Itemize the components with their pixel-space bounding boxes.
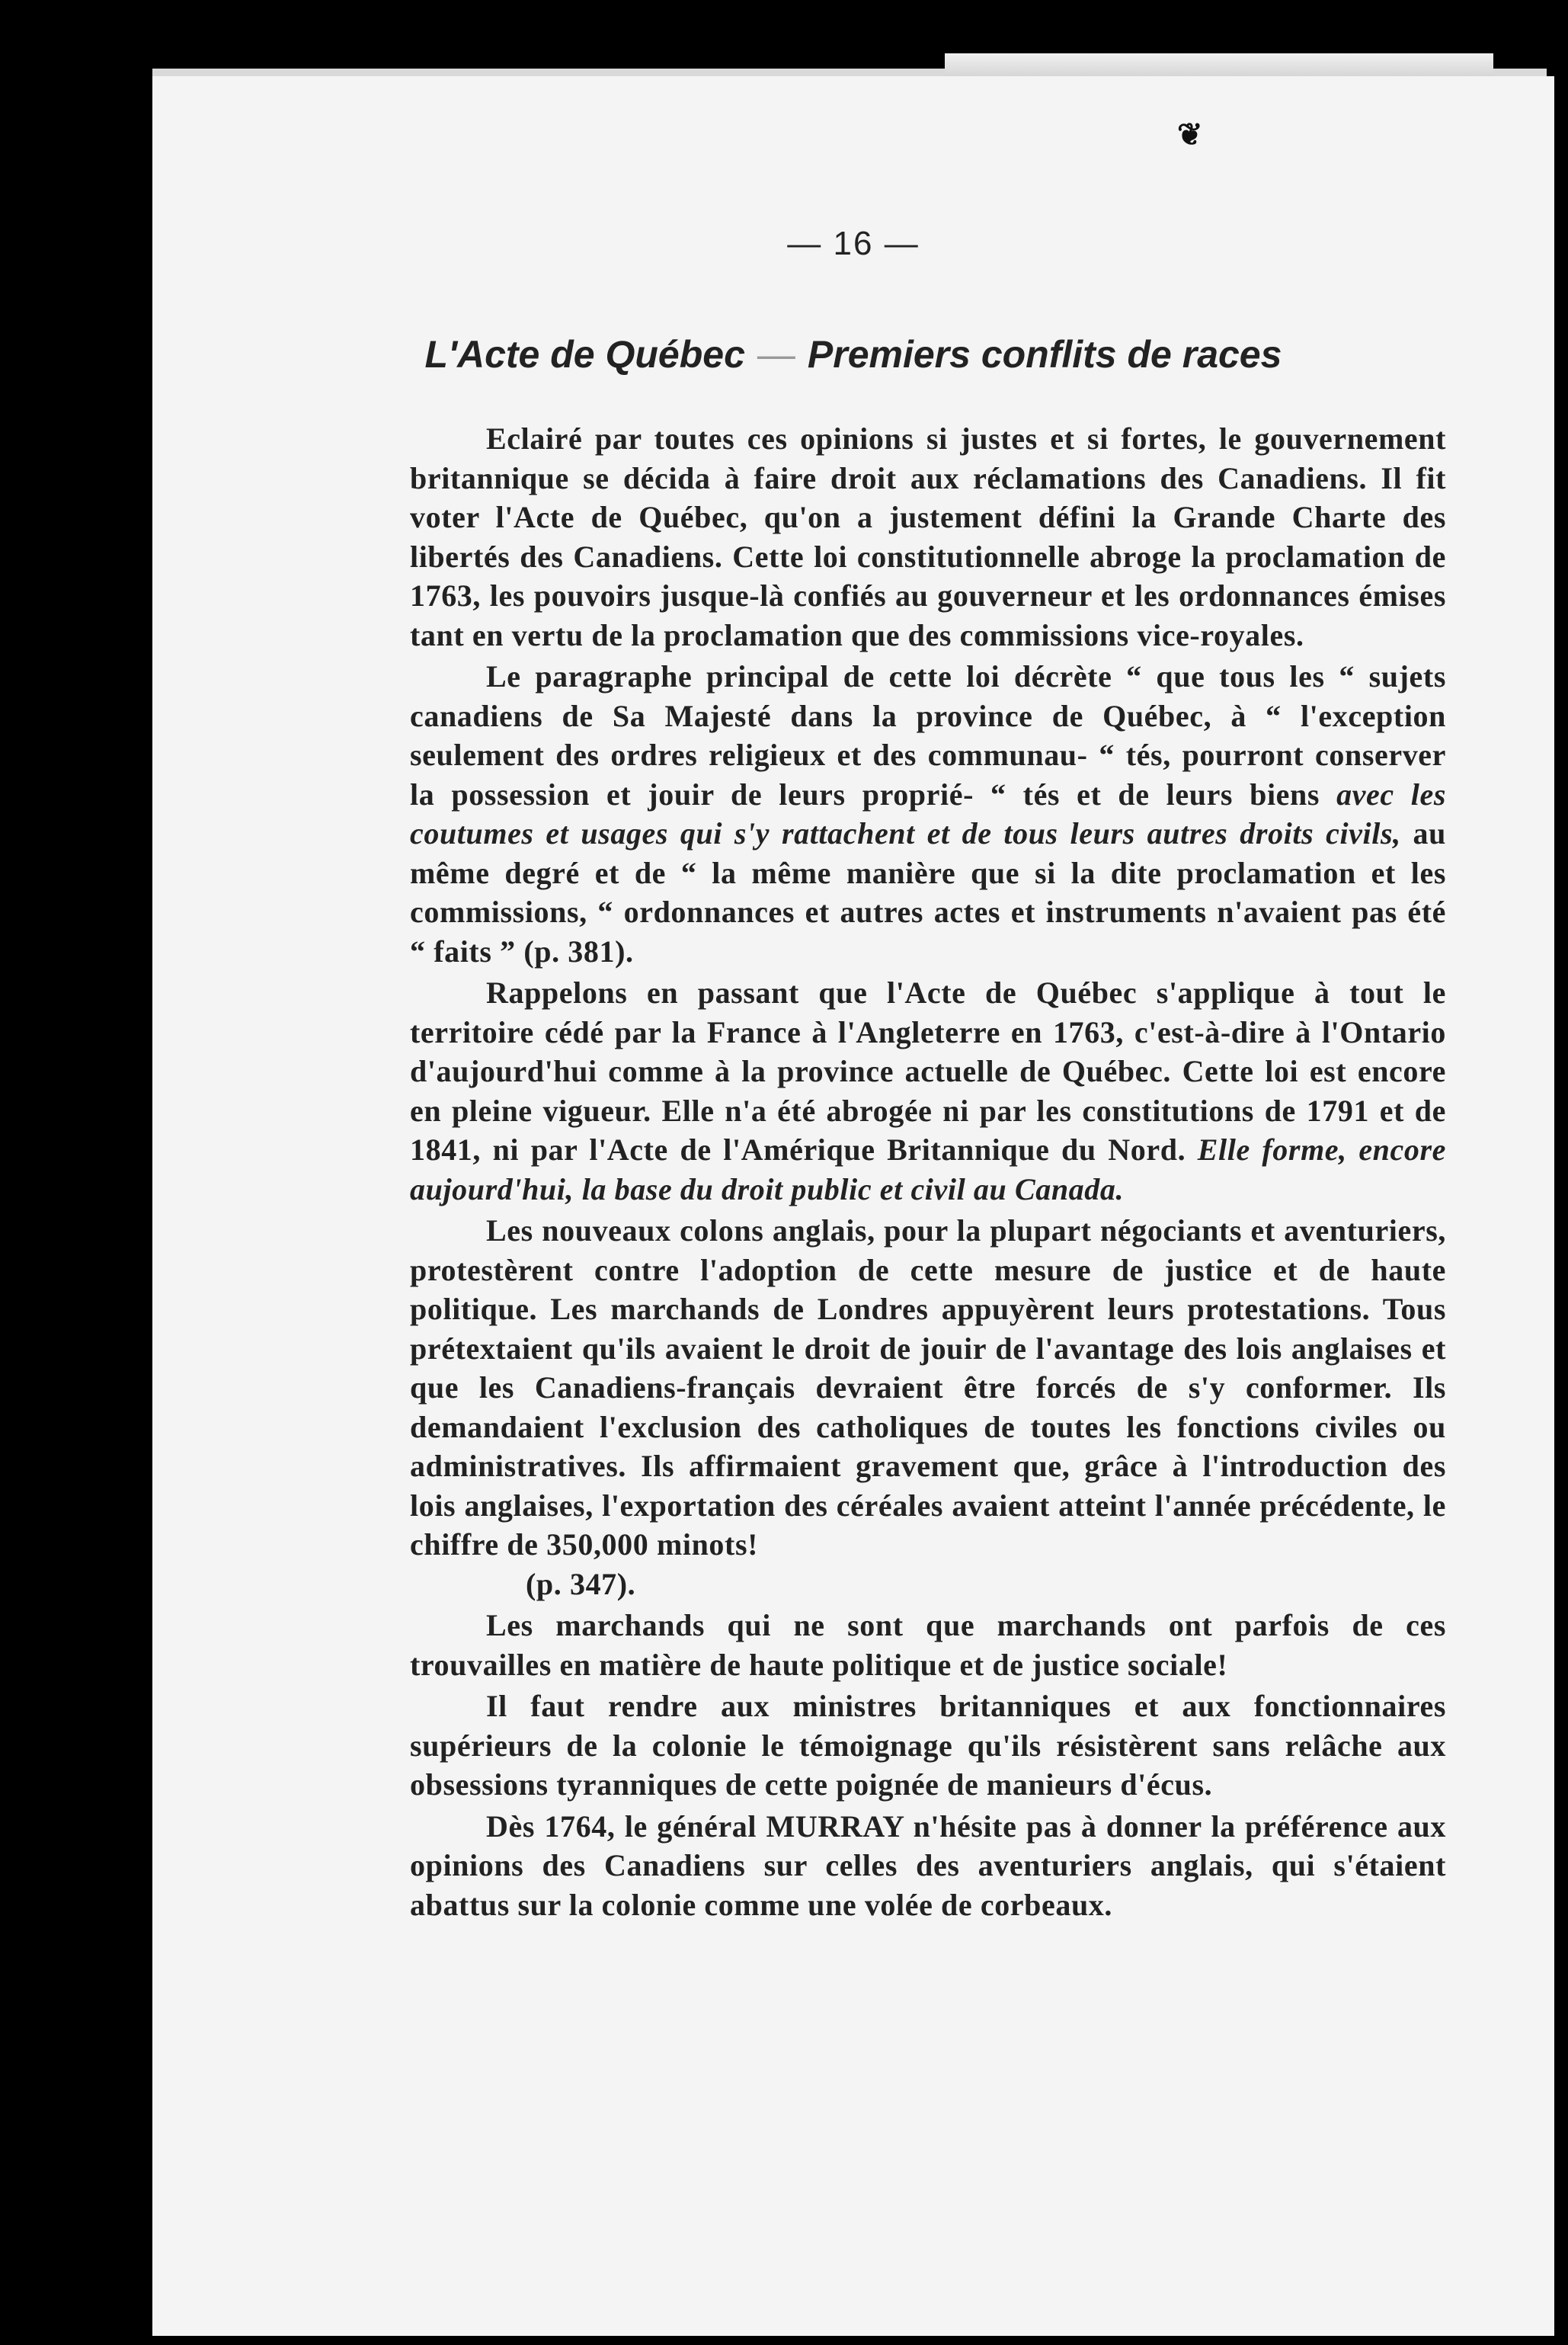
page-number: — 16 —	[787, 225, 920, 262]
heading-separator: —	[757, 333, 795, 376]
paragraph-5: Les marchands qui ne sont que marchands ont parfois de ces trouvailles en matière de haute politique et de justice sociale!	[410, 1608, 1446, 1682]
body-text	[410, 419, 1446, 1927]
paragraph-7-name: MURRAY	[766, 1808, 904, 1844]
paragraph-7-part-b: n'hésite pas à donner la préférence aux opinions des Canadiens sur celles des aventuriers anglais, qui s'étaient abattus sur la colonie comme une volée de corbeaux.	[410, 1808, 1446, 1922]
library-stamp-icon: ❦	[1177, 117, 1203, 152]
paragraph-2-italic: avec les coutumes et usages qui s'y rattachent et de tous leurs autres droits civils,	[410, 777, 1447, 851]
paragraph-7-part-a: Dès 1764, le général	[486, 1808, 766, 1844]
paragraph-3	[410, 973, 1446, 1209]
heading-right: Premiers conflits de races	[807, 333, 1282, 376]
heading-left: L'Acte de Québec	[424, 333, 745, 376]
document-page	[152, 76, 1554, 2336]
paragraph-1: Eclairé par toutes ces opinions si justes et si fortes, le gouvernement britannique se décida à faire droit aux réclamations des Canadiens. Il fit voter l'Acte de Québec, qu'on a justement défini la Grande Charte des libertés des Canadiens. Cette loi constitutionnelle abroge la proclamation de 1763, les pouvoirs jusque-là confiés au gouverneur et les ordonnances émises tant en vertu de la proclamation que des commissions vice-royales.	[410, 421, 1446, 652]
paragraph-7	[410, 1807, 1446, 1925]
paragraph-4	[410, 1211, 1446, 1603]
paragraph-3-italic: Elle forme, encore aujourd'hui, la base du droit public et civil au Canada.	[410, 1132, 1446, 1206]
paragraph-3-part-a: Rappelons en passant que l'Acte de Québec s'applique à tout le territoire cédé par la France à l'Angleterre en 1763, c'est-à-dire à l'Ontario d'aujourd'hui comme à la province actuelle de Québec. Cette loi est encore en pleine vigueur. Elle n'a été abrogée ni par les constitutions de 1791 et de 1841, ni par l'Acte de l'Amérique Britannique du Nord.	[410, 975, 1446, 1167]
paragraph-4-text: Les nouveaux colons anglais, pour la plupart négociants et aventuriers, protestèrent contre l'adoption de cette mesure de justice et de haute politique. Les marchands de Londres appuyèrent leurs protestations. Tous prétextaient qu'ils avaient le droit de jouir de l'avantage des lois anglaises et que les Canadiens-français devraient être forcés de s'y conformer. Ils demandaient l'exclusion des catholiques de toutes les fonctions civiles ou administratives. Ils affirmaient gravement que, grâce à l'introduction des lois anglaises, l'exportation des céréales avaient atteint l'année précédente, le chiffre de 350,000 minots!	[410, 1213, 1446, 1562]
paragraph-2	[410, 657, 1446, 971]
paragraph-4-reference: (p. 347).	[526, 1566, 636, 1601]
paragraph-2-part-b: au même degré et de “ la même manière que si la dite proclamation et les commissions, “ ordonnances et autres actes et instruments n'avaient pas été “ faits ” (p. 381).	[410, 816, 1446, 969]
paragraph-6: Il faut rendre aux ministres britanniques et aux fonctionnaires supérieurs de la colonie le témoignage qu'ils résistèrent sans relâche aux obsessions tyranniques de cette poignée de manieurs d'écus.	[410, 1689, 1446, 1802]
section-heading	[152, 328, 1554, 381]
paragraph-2-part-a: Le paragraphe principal de cette loi décrète “ que tous les “ sujets canadiens de Sa Majesté dans la province de Québec, à “ l'exception seulement des ordres religieux et des communau- “ tés, pourront conserver la possession et jouir de leurs proprié- “ tés et de leurs biens	[410, 659, 1446, 812]
